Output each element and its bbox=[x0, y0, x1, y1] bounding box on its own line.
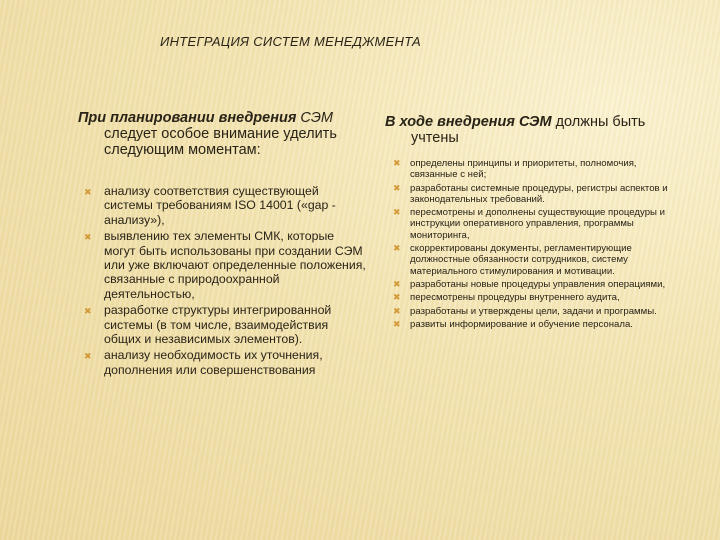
right-heading-rest: должны быть bbox=[551, 114, 646, 130]
left-heading-rest: следует особое внимание уделить следующим моментам: bbox=[104, 126, 337, 158]
bullet-icon: ✖ bbox=[393, 243, 401, 254]
list-item-text: скорректированы документы, регламентирующие должностные обязанности сотрудников, систему материального стимулирования и мотивации. bbox=[410, 243, 632, 277]
list-item bbox=[385, 319, 685, 330]
list-item-text: разработке структуры интегрированной системы (в том числе, взаимодействия общих и независимых элементов). bbox=[104, 303, 332, 347]
list-item bbox=[385, 207, 685, 241]
left-column bbox=[78, 110, 368, 379]
bullet-icon: ✖ bbox=[393, 305, 401, 316]
bullet-icon: ✖ bbox=[393, 158, 401, 168]
left-heading bbox=[78, 110, 368, 158]
list-item-text: анализу необходимость их уточнения, дополнения или совершенствования bbox=[104, 348, 323, 377]
bullet-icon: ✖ bbox=[393, 182, 401, 193]
list-item bbox=[385, 279, 685, 290]
list-item-text: развиты информирование и обучение персонала. bbox=[410, 318, 633, 330]
left-heading-bold: При планировании внедрения bbox=[78, 110, 297, 126]
left-heading-italic: СЭМ bbox=[296, 110, 334, 126]
list-item bbox=[78, 348, 368, 377]
bullet-icon: ✖ bbox=[84, 232, 92, 243]
bullet-icon: ✖ bbox=[84, 351, 92, 362]
list-item-text: пересмотрены и дополнены существующие процедуры и инструкции оперативного управления, программы мониторинга, bbox=[410, 207, 665, 241]
list-item bbox=[385, 292, 685, 303]
right-column bbox=[385, 114, 685, 332]
right-heading bbox=[385, 114, 685, 146]
bullet-icon: ✖ bbox=[84, 187, 92, 197]
list-item bbox=[385, 183, 685, 206]
list-item-text: пересмотрены процедуры внутреннего аудита, bbox=[410, 292, 620, 304]
bullet-icon: ✖ bbox=[393, 292, 401, 303]
list-item bbox=[385, 306, 685, 317]
list-item bbox=[78, 303, 368, 346]
list-item bbox=[78, 229, 368, 301]
left-list bbox=[78, 184, 368, 377]
right-heading-rest2: учтены bbox=[411, 130, 459, 146]
list-item-text: разработаны и утверждены цели, задачи и программы. bbox=[410, 305, 657, 317]
list-item-text: разработаны новые процедуры управления операциями, bbox=[410, 278, 666, 290]
list-item-text: разработаны системные процедуры, регистры аспектов и законодательных требований. bbox=[410, 182, 668, 205]
slide-title: ИНТЕГРАЦИЯ СИСТЕМ МЕНЕДЖМЕНТА bbox=[160, 34, 422, 49]
right-heading-bold: В ходе внедрения СЭМ bbox=[385, 114, 552, 130]
list-item bbox=[385, 243, 685, 277]
list-item bbox=[385, 158, 685, 181]
list-item-text: определены принципы и приоритеты, полномочия, связанные с ней; bbox=[410, 158, 637, 181]
right-list bbox=[385, 158, 685, 330]
list-item-text: выявлению тех элементы СМК, которые могут быть использованы при создании СЭМ или уже включают определенные положения, связанные с природоохранной деятельностью, bbox=[104, 229, 366, 301]
bullet-icon: ✖ bbox=[393, 278, 401, 289]
bullet-icon: ✖ bbox=[84, 306, 92, 317]
bullet-icon: ✖ bbox=[393, 207, 401, 218]
bullet-icon: ✖ bbox=[393, 318, 401, 329]
list-item bbox=[78, 184, 368, 227]
list-item-text: анализу соответствия существующей системы требованиям ISO 14001 («gap - анализу»), bbox=[104, 184, 336, 227]
